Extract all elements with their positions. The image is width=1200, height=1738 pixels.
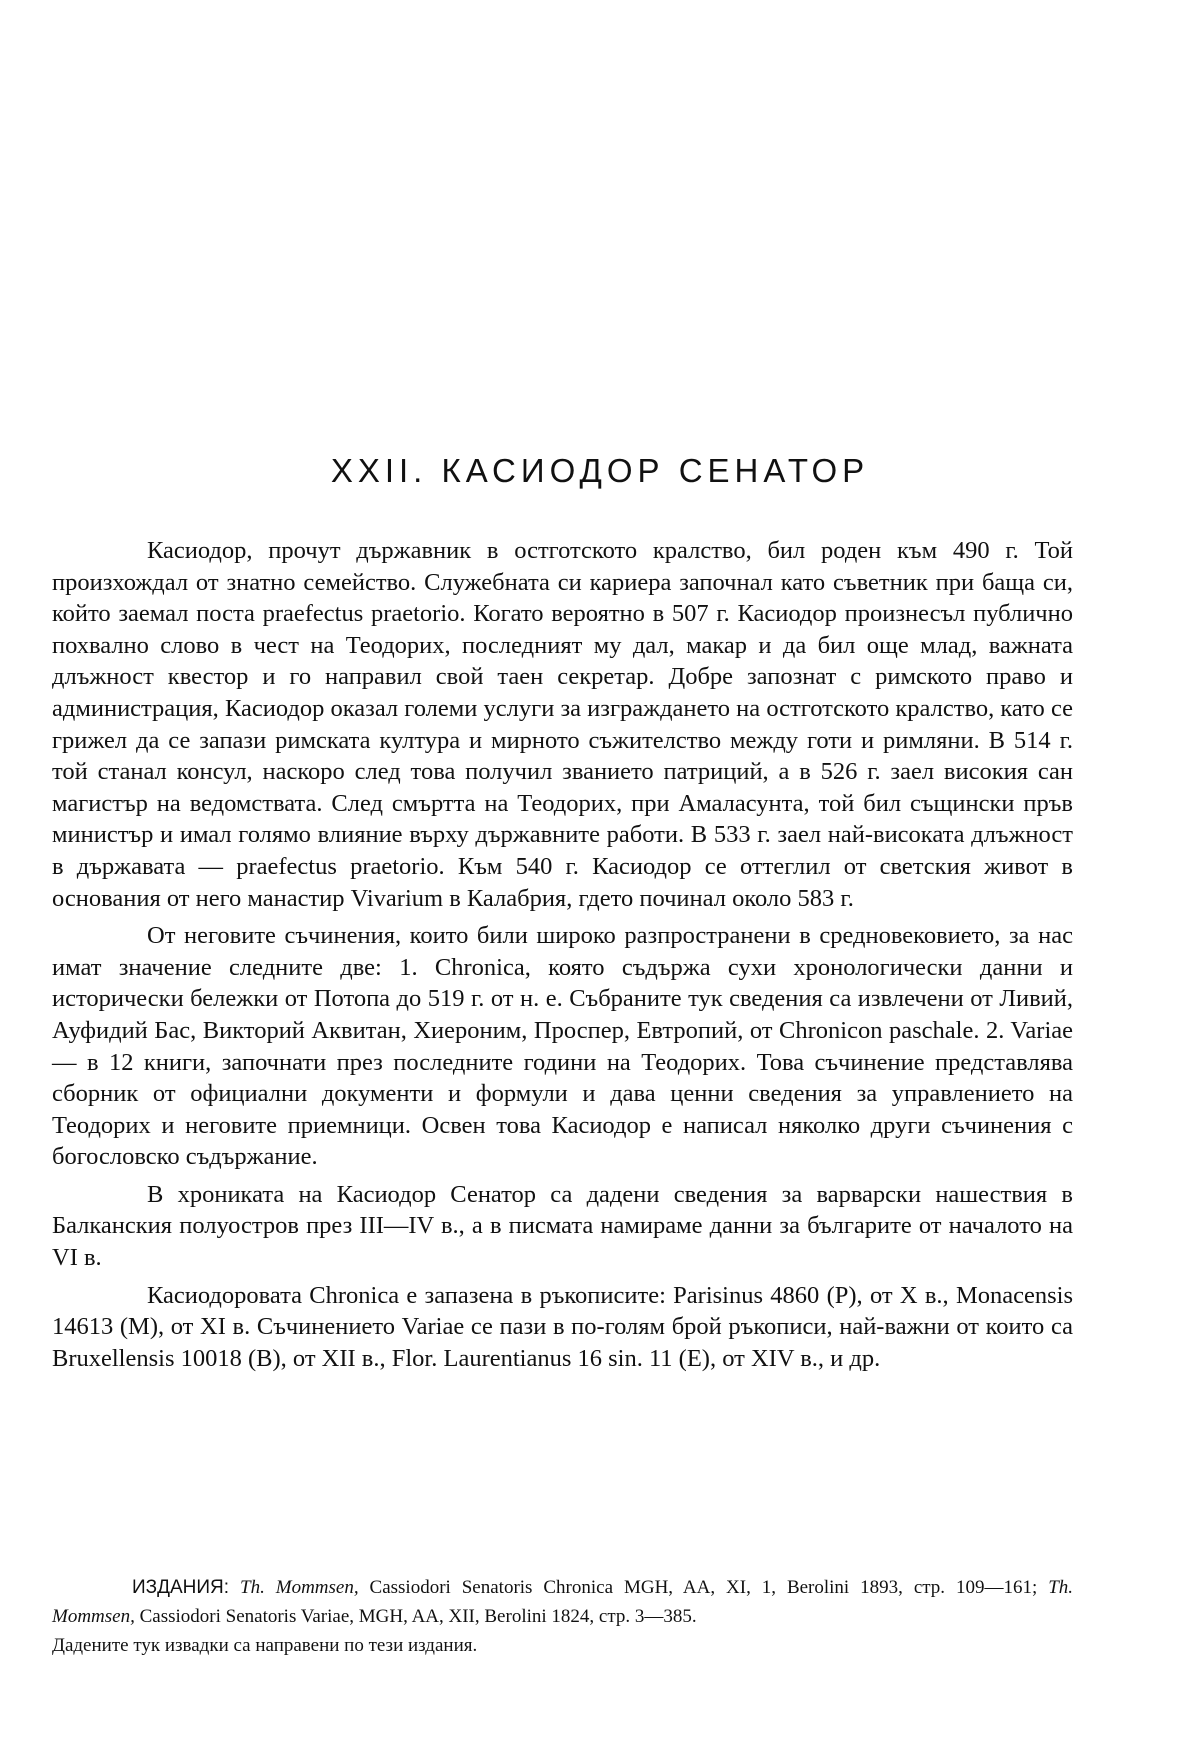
paragraph-relevance: В хрониката на Касиодор Сенатор са дадени сведения за варварски нашествия в Балканския полуостров през III—IV в., а в писмата намираме данни за българите от началото на VI в. [52,1180,1073,1272]
editions-author-2: Th. Mommsen, [52,1577,1074,1627]
paragraph-biography: Касиодор, прочут държавник в остготското кралство, бил роден към 490 г. Той произхождал от знатно семейство. Служебната си кариера започнал като съветник при баща си, който заемал поста praefectus praetorio. Когато вероятно в 507 г. Касиодор произнесъл публично похвално слово в чест на Теодорих, последният му дал, макар и да бил още млад, важната длъжност квестор и го направил свой таен секретар. Добре запознат с римското право и администрация, Касиодор оказал големи услуги за изграждането на остготското кралство, като се грижел да се запази римската култура и мирното съжителство между готи и римляни. В 514 г. той станал консул, наскоро след това получил званието патриций, а в 526 г. заел високия сан магистър на ведомствата. След смъртта на Теодорих, при Амаласунта, той бил същински пръв министър и имал голямо влияние върху държавните работи. В 533 г. заел най-високата длъжност в държавата — praefectus praetorio. Към 540 г. Касиодор се оттеглил от светския живот в основания от него манастир Vivarium в Калабрия, гдето починал около 583 г. [52,537,1073,912]
chapter-title: XXII. КАСИОДОР СЕНАТОР [330,452,870,489]
paragraph-manuscripts: Касиодоровата Chronica е запазена в ръкописите: Parisinus 4860 (P), от X в., Monacensis 14613 (M), от XI в. Съчинението Variae се пази в по-голям брой ръкописи, най-важни от които са Bruxellensis 10018 (B), от XII в., Flor. Laurentianus 16 sin. 11 (E), от XIV в., и др. [52,1281,1073,1372]
editions-label: ИЗДАНИЯ: [132,1577,230,1598]
editions-entry-1: Cassiodori Senatoris Chronica MGH, AA, XI, 1, Berolini 1893, стр. 109—161; [369,1577,1038,1598]
editions-note: Дадените тук извадки са направени по тези издания. [52,1635,478,1656]
body-text [52,535,1073,1380]
editions-author-1: Th. Mommsen, [240,1577,359,1598]
paragraph-works: От неговите съчинения, които били широко разпространени в средновековието, за нас имат значение следните две: 1. Chronica, която съдържа сухи хронологически данни и исторически бележки от Потопа до 519 г. от н. е. Събраните тук сведения са извлечени от Ливий, Ауфидий Бас, Викторий Аквитан, Хиероним, Проспер, Евтропий, от Chronicon paschale. 2. Variae — в 12 книги, започнати през последните години на Теодорих. Това съчинение представлява сборник от официални документи и формули и дава ценни сведения за управлението на Теодорих и неговите приемници. Освен това Касиодор е написал няколко други съчинения с богословско съдържание. [52,922,1073,1171]
editions-entry-2: Cassiodori Senatoris Variae, MGH, AA, XII, Berolini 1824, стр. 3—385. [139,1606,697,1627]
editions-footnote [52,1573,1073,1660]
